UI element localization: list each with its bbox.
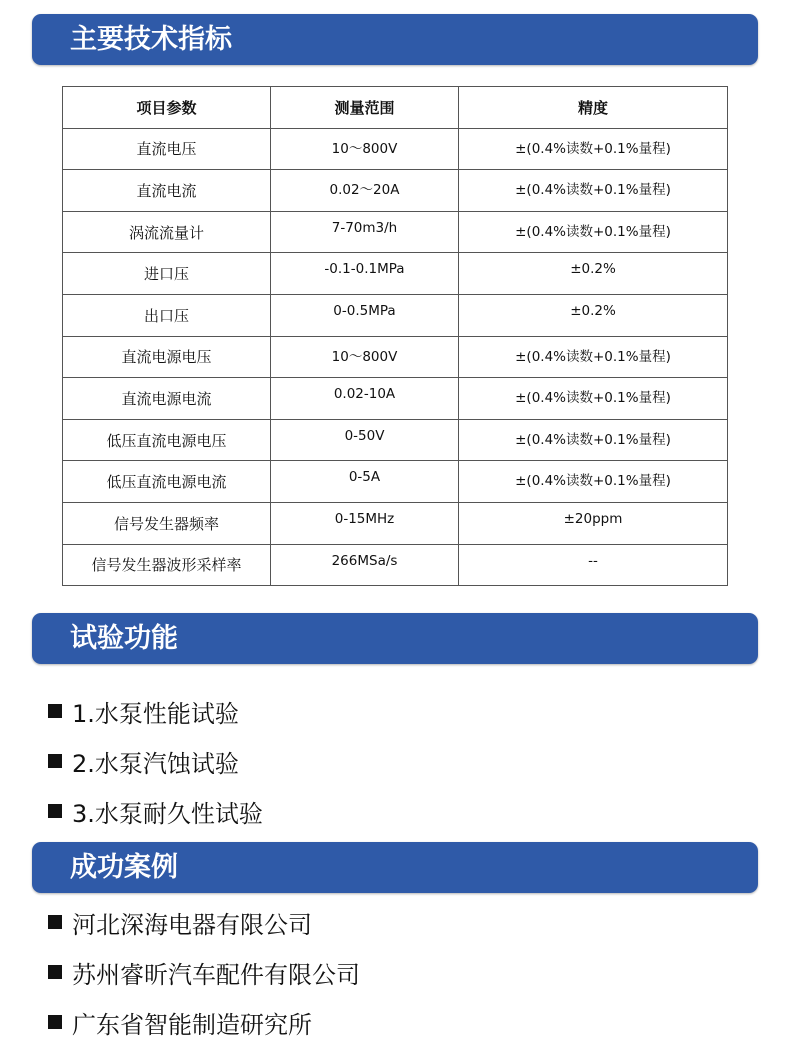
cell-range: -0.1-0.1MPa	[271, 253, 459, 295]
cell-range: 0.02～20A	[271, 170, 459, 212]
cell-param: 低压直流电源电流	[63, 461, 271, 503]
table-row	[63, 253, 728, 295]
bullet-square-icon	[48, 915, 62, 929]
cell-accuracy: ±(0.4%读数+0.1%量程)	[459, 336, 728, 378]
header-param: 项目参数	[63, 87, 271, 129]
list-item	[48, 736, 263, 786]
cell-range: 0-50V	[271, 419, 459, 461]
table-row	[63, 419, 728, 461]
cell-accuracy: ±20ppm	[459, 502, 728, 544]
list-item	[48, 786, 263, 836]
table-row	[63, 128, 728, 170]
cell-param: 进口压	[63, 253, 271, 295]
bullet-square-icon	[48, 804, 62, 818]
cell-accuracy: ±0.2%	[459, 253, 728, 295]
cases-list	[48, 897, 360, 1047]
header-accuracy: 精度	[459, 87, 728, 129]
bullet-square-icon	[48, 754, 62, 768]
list-item	[48, 997, 360, 1047]
list-item	[48, 947, 360, 997]
cell-param: 直流电压	[63, 128, 271, 170]
table-row	[63, 170, 728, 212]
cell-param: 直流电流	[63, 170, 271, 212]
table-header	[63, 87, 728, 129]
functions-list	[48, 686, 263, 836]
table-row	[63, 336, 728, 378]
table-row	[63, 294, 728, 336]
cell-accuracy: --	[459, 544, 728, 586]
cell-range: 0.02-10A	[271, 378, 459, 420]
table-row	[63, 378, 728, 420]
table-row	[63, 544, 728, 586]
section-title-specs: 主要技术指标	[32, 14, 758, 65]
cell-accuracy: ±(0.4%读数+0.1%量程)	[459, 378, 728, 420]
bullet-square-icon	[48, 1015, 62, 1029]
section-title-functions: 试验功能	[32, 613, 758, 664]
cell-param: 直流电源电流	[63, 378, 271, 420]
cell-accuracy: ±(0.4%读数+0.1%量程)	[459, 170, 728, 212]
list-item-label: 2.水泵汽蚀试验	[72, 749, 239, 778]
list-item-label: 广东省智能制造研究所	[72, 1010, 312, 1039]
cell-param: 信号发生器频率	[63, 502, 271, 544]
cell-range: 0-15MHz	[271, 502, 459, 544]
cell-param: 出口压	[63, 294, 271, 336]
cell-range: 10～800V	[271, 336, 459, 378]
list-item	[48, 686, 263, 736]
list-item-label: 苏州睿昕汽车配件有限公司	[72, 960, 360, 989]
header-range: 测量范围	[271, 87, 459, 129]
table-row	[63, 461, 728, 503]
cell-range: 7-70m3/h	[271, 211, 459, 253]
list-item-label: 河北深海电器有限公司	[72, 910, 312, 939]
table-row	[63, 502, 728, 544]
list-item	[48, 897, 360, 947]
cell-accuracy: ±(0.4%读数+0.1%量程)	[459, 461, 728, 503]
cell-accuracy: ±(0.4%读数+0.1%量程)	[459, 128, 728, 170]
list-item-label: 1.水泵性能试验	[72, 699, 239, 728]
cell-param: 信号发生器波形采样率	[63, 544, 271, 586]
section-title-cases: 成功案例	[32, 842, 758, 893]
cell-accuracy: ±(0.4%读数+0.1%量程)	[459, 419, 728, 461]
cell-param: 低压直流电源电压	[63, 419, 271, 461]
cell-accuracy: ±0.2%	[459, 294, 728, 336]
cell-accuracy: ±(0.4%读数+0.1%量程)	[459, 211, 728, 253]
table-row	[63, 211, 728, 253]
cell-range: 266MSa/s	[271, 544, 459, 586]
cell-param: 涡流流量计	[63, 211, 271, 253]
cell-range: 10～800V	[271, 128, 459, 170]
bullet-square-icon	[48, 704, 62, 718]
specs-table	[62, 86, 728, 586]
cell-param: 直流电源电压	[63, 336, 271, 378]
bullet-square-icon	[48, 965, 62, 979]
cell-range: 0-0.5MPa	[271, 294, 459, 336]
cell-range: 0-5A	[271, 461, 459, 503]
list-item-label: 3.水泵耐久性试验	[72, 799, 263, 828]
